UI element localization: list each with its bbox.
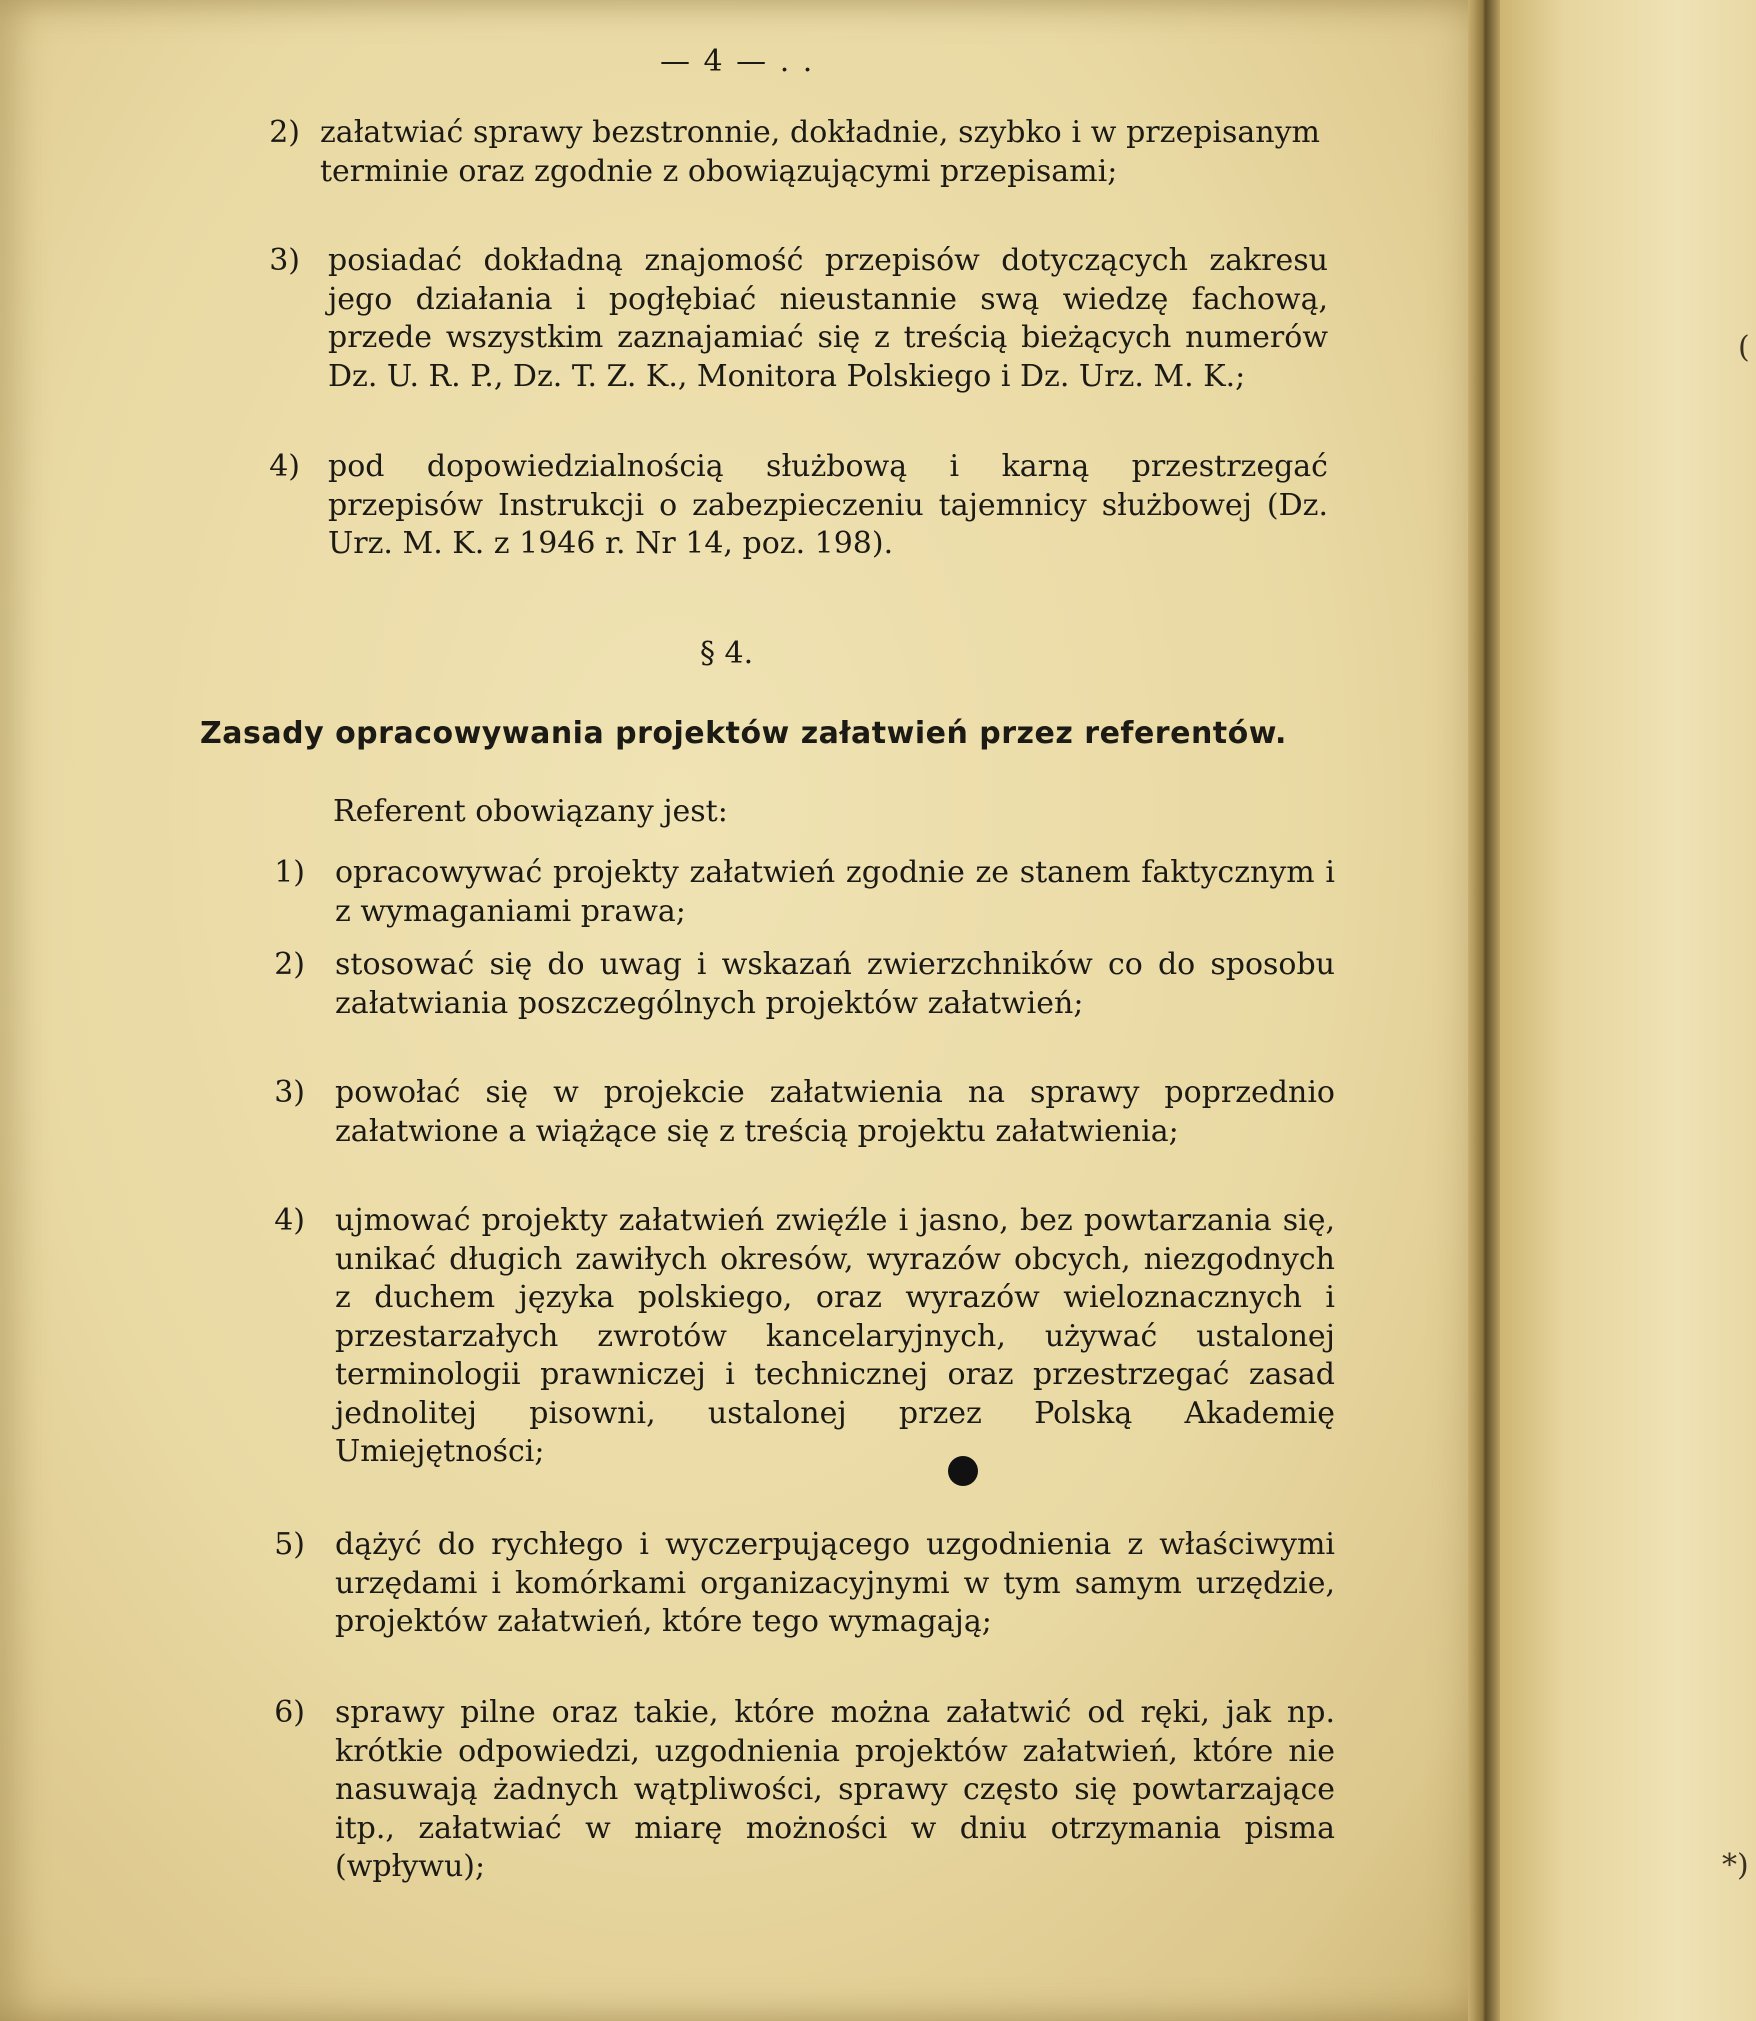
item-text: dążyć do rychłego i wyczerpującego uzgodnienia z właściwymi urzędami i komórkami organizacyjnymi w tym samym urzędzie, projektów załatwień, które tego wymagają;	[335, 1527, 1335, 1639]
item-number: 2)	[269, 115, 300, 150]
item-text: stosować się do uwag i wskazań zwierzchników co do sposobu załatwiania poszczególnych projektów załatwień;	[335, 947, 1335, 1021]
item-text: sprawy pilne oraz takie, które można załatwić od ręki, jak np. krótkie odpowiedzi, uzgodnienia projektów załatwień, które nie nasuwają żadnych wątpliwości, sprawy często się powtarzające itp., załatwiać w miarę możności w dniu otrzymania pisma (wpływu);	[335, 1695, 1335, 1884]
item-number: 6)	[274, 1695, 305, 1730]
item-text: ujmować projekty załatwień zwięźle i jasno, bez powtarzania się, unikać długich zawiłych okresów, wyrazów obcych, niezgodnych z duchem języka polskiego, oraz wyrazów wieloznacznych i przestarzałych zwrotów kancelaryjnych, używać ustalonej terminologii prawniczej i technicznej oraz przestrzegać zasad jednolitej pisowni, ustalonej przez Polską Akademię Umiejętności;	[335, 1203, 1335, 1469]
item-number: 4)	[274, 1203, 305, 1238]
right-page	[1500, 0, 1756, 2021]
item-number: 2)	[274, 947, 305, 982]
item-text: posiadać dokładną znajomość przepisów dotyczących zakresu jego działania i pogłębiać nieustannie swą wiedzę fachową, przede wszystkim zaznajamiać się z treścią bieżących numerów Dz. U. R. P., Dz. T. Z. K., Monitora Polskiego i Dz. Urz. M. K.;	[328, 243, 1328, 394]
ink-blot	[948, 1456, 978, 1486]
item-text: pod dopowiedzialnością służbową i karną przestrzegać przepisów Instrukcji o zabezpieczeniu tajemnicy służbowej (Dz. Urz. M. K. z 1946 r. Nr 14, poz. 198).	[328, 449, 1328, 561]
item-number: 3)	[269, 243, 300, 278]
section-mark: § 4.	[700, 636, 754, 671]
item-number: 1)	[274, 855, 305, 890]
item-text: opracowywać projekty załatwień zgodnie ze stanem faktycznym i z wymaganiami prawa;	[335, 855, 1335, 929]
right-page-edge-mark-top: (	[1738, 330, 1750, 365]
item-text: powołać się w projekcie załatwienia na sprawy poprzednio załatwione a wiążące się z treścią projektu załatwienia;	[335, 1075, 1335, 1149]
section-intro: Referent obowiązany jest:	[333, 794, 728, 829]
item-number: 3)	[274, 1075, 305, 1110]
item-number: 4)	[269, 449, 300, 484]
section-heading: Zasady opracowywania projektów załatwień przez referentów.	[200, 716, 1287, 751]
page-number: — 4 — . .	[660, 44, 815, 79]
right-page-edge-mark-bottom: *)	[1722, 1848, 1749, 1883]
item-text: załatwiać sprawy bezstronnie, dokładnie, szybko i w przepisanym terminie oraz zgodnie z obowiązującymi przepisami;	[320, 115, 1320, 189]
item-number: 5)	[274, 1527, 305, 1562]
